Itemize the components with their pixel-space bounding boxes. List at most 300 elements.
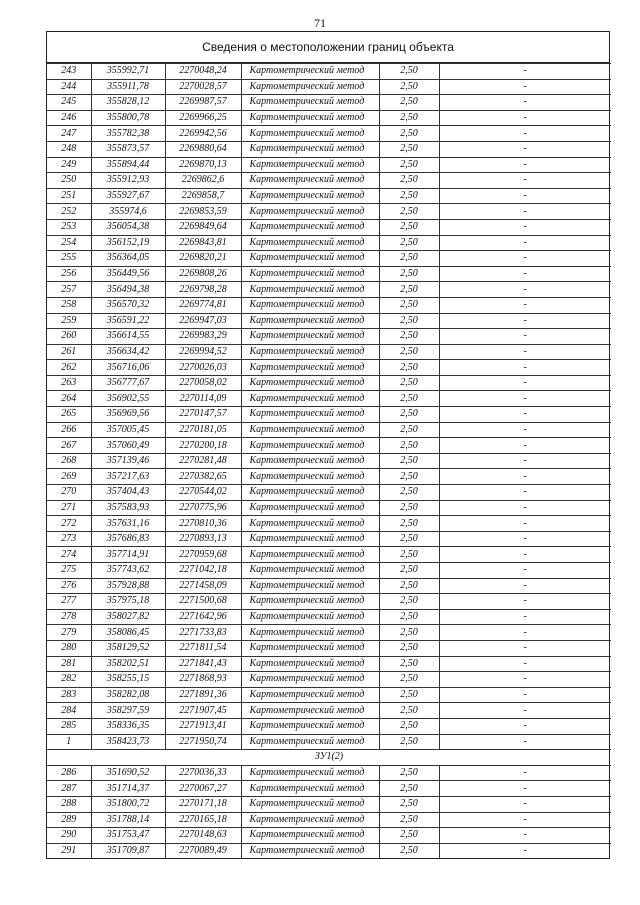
coord-y-cell: 2269880,64 xyxy=(165,141,241,157)
accuracy-cell: 2,50 xyxy=(379,266,439,282)
coord-x-cell: 358202,51 xyxy=(91,656,165,672)
method-cell: Картометрический метод xyxy=(241,516,379,532)
coord-x-cell: 356969,56 xyxy=(91,407,165,423)
note-cell: - xyxy=(439,329,611,345)
note-cell: - xyxy=(439,188,611,204)
table-row xyxy=(47,453,611,469)
coord-x-cell: 358297,59 xyxy=(91,703,165,719)
point-number-cell: 247 xyxy=(47,126,91,142)
table-row xyxy=(47,687,611,703)
note-cell: - xyxy=(439,547,611,563)
method-cell: Картометрический метод xyxy=(241,313,379,329)
coord-x-cell: 358423,73 xyxy=(91,734,165,750)
accuracy-cell: 2,50 xyxy=(379,282,439,298)
note-cell: - xyxy=(439,625,611,641)
method-cell: Картометрический метод xyxy=(241,219,379,235)
table-row xyxy=(47,173,611,189)
point-number-cell: 273 xyxy=(47,531,91,547)
accuracy-cell: 2,50 xyxy=(379,563,439,579)
note-cell: - xyxy=(439,500,611,516)
point-number-cell: 285 xyxy=(47,718,91,734)
point-number-cell: 284 xyxy=(47,703,91,719)
accuracy-cell: 2,50 xyxy=(379,765,439,781)
point-number-cell: 275 xyxy=(47,563,91,579)
table-row xyxy=(47,734,611,750)
point-number-cell: 270 xyxy=(47,485,91,501)
method-cell: Картометрический метод xyxy=(241,360,379,376)
method-cell: Картометрический метод xyxy=(241,157,379,173)
coord-y-cell: 2271458,09 xyxy=(165,578,241,594)
table-row xyxy=(47,79,611,95)
note-cell: - xyxy=(439,687,611,703)
coord-x-cell: 351753,47 xyxy=(91,828,165,844)
coord-y-cell: 2271500,68 xyxy=(165,594,241,610)
table-row xyxy=(47,781,611,797)
coord-x-cell: 357005,45 xyxy=(91,422,165,438)
point-number-cell: 287 xyxy=(47,781,91,797)
note-cell: - xyxy=(439,251,611,267)
accuracy-cell: 2,50 xyxy=(379,718,439,734)
table-row xyxy=(47,718,611,734)
coord-y-cell: 2269849,64 xyxy=(165,219,241,235)
coord-y-cell: 2271733,83 xyxy=(165,625,241,641)
method-cell: Картометрический метод xyxy=(241,687,379,703)
coord-x-cell: 358129,52 xyxy=(91,640,165,656)
table-row xyxy=(47,251,611,267)
method-cell: Картометрический метод xyxy=(241,578,379,594)
accuracy-cell: 2,50 xyxy=(379,625,439,641)
table-row xyxy=(47,547,611,563)
coord-y-cell: 2270810,36 xyxy=(165,516,241,532)
note-cell: - xyxy=(439,609,611,625)
note-cell: - xyxy=(439,173,611,189)
accuracy-cell: 2,50 xyxy=(379,672,439,688)
coord-x-cell: 355912,93 xyxy=(91,173,165,189)
table-row xyxy=(47,672,611,688)
note-cell: - xyxy=(439,828,611,844)
method-cell: Картометрический метод xyxy=(241,828,379,844)
point-number-cell: 278 xyxy=(47,609,91,625)
point-number-cell: 259 xyxy=(47,313,91,329)
coord-x-cell: 355927,67 xyxy=(91,188,165,204)
coord-y-cell: 2269798,28 xyxy=(165,282,241,298)
note-cell: - xyxy=(439,126,611,142)
coord-y-cell: 2269843,81 xyxy=(165,235,241,251)
method-cell: Картометрический метод xyxy=(241,469,379,485)
coord-x-cell: 356494,38 xyxy=(91,282,165,298)
method-cell: Картометрический метод xyxy=(241,625,379,641)
coord-x-cell: 358255,15 xyxy=(91,672,165,688)
note-cell: - xyxy=(439,516,611,532)
note-cell: - xyxy=(439,157,611,173)
accuracy-cell: 2,50 xyxy=(379,500,439,516)
table-row xyxy=(47,204,611,220)
point-number-cell: 250 xyxy=(47,173,91,189)
note-cell: - xyxy=(439,594,611,610)
accuracy-cell: 2,50 xyxy=(379,126,439,142)
method-cell: Картометрический метод xyxy=(241,282,379,298)
coord-x-cell: 351709,87 xyxy=(91,843,165,858)
coord-x-cell: 356054,38 xyxy=(91,219,165,235)
accuracy-cell: 2,50 xyxy=(379,313,439,329)
coord-x-cell: 357928,88 xyxy=(91,578,165,594)
point-number-cell: 252 xyxy=(47,204,91,220)
note-cell: - xyxy=(439,375,611,391)
coord-x-cell: 357217,63 xyxy=(91,469,165,485)
table-row xyxy=(47,609,611,625)
table-row xyxy=(47,578,611,594)
coord-x-cell: 356902,55 xyxy=(91,391,165,407)
coord-x-cell: 357743,62 xyxy=(91,563,165,579)
table-row xyxy=(47,235,611,251)
point-number-cell: 271 xyxy=(47,500,91,516)
coord-x-cell: 358336,35 xyxy=(91,718,165,734)
accuracy-cell: 2,50 xyxy=(379,734,439,750)
method-cell: Картометрический метод xyxy=(241,95,379,111)
note-cell: - xyxy=(439,235,611,251)
table-row xyxy=(47,188,611,204)
coord-x-cell: 356364,05 xyxy=(91,251,165,267)
coord-x-cell: 357631,16 xyxy=(91,516,165,532)
point-number-cell: 282 xyxy=(47,672,91,688)
accuracy-cell: 2,50 xyxy=(379,110,439,126)
method-cell: Картометрический метод xyxy=(241,703,379,719)
note-cell: - xyxy=(439,79,611,95)
note-cell: - xyxy=(439,110,611,126)
coord-y-cell: 2270959,68 xyxy=(165,547,241,563)
coord-y-cell: 2271642,96 xyxy=(165,609,241,625)
accuracy-cell: 2,50 xyxy=(379,469,439,485)
note-cell: - xyxy=(439,344,611,360)
coord-y-cell: 2270028,57 xyxy=(165,79,241,95)
table-row xyxy=(47,765,611,781)
table-row xyxy=(47,563,611,579)
table-row xyxy=(47,656,611,672)
coord-y-cell: 2270171,18 xyxy=(165,796,241,812)
method-cell: Картометрический метод xyxy=(241,781,379,797)
coord-y-cell: 2270281,48 xyxy=(165,453,241,469)
accuracy-cell: 2,50 xyxy=(379,79,439,95)
point-number-cell: 286 xyxy=(47,765,91,781)
method-cell: Картометрический метод xyxy=(241,812,379,828)
accuracy-cell: 2,50 xyxy=(379,578,439,594)
note-cell: - xyxy=(439,703,611,719)
coord-x-cell: 351788,14 xyxy=(91,812,165,828)
point-number-cell: 277 xyxy=(47,594,91,610)
method-cell: Картометрический метод xyxy=(241,609,379,625)
table-row xyxy=(47,266,611,282)
table-row xyxy=(47,141,611,157)
coord-y-cell: 2270165,18 xyxy=(165,812,241,828)
method-cell: Картометрический метод xyxy=(241,251,379,267)
point-number-cell: 263 xyxy=(47,375,91,391)
table-row xyxy=(47,329,611,345)
table-row xyxy=(47,360,611,376)
table-row xyxy=(47,438,611,454)
coord-x-cell: 357975,18 xyxy=(91,594,165,610)
note-cell: - xyxy=(439,578,611,594)
coord-y-cell: 2270067,27 xyxy=(165,781,241,797)
coord-x-cell: 357686,83 xyxy=(91,531,165,547)
point-number-cell: 276 xyxy=(47,578,91,594)
note-cell: - xyxy=(439,531,611,547)
coord-y-cell: 2269853,59 xyxy=(165,204,241,220)
coord-y-cell: 2269983,29 xyxy=(165,329,241,345)
accuracy-cell: 2,50 xyxy=(379,251,439,267)
coord-y-cell: 2271950,74 xyxy=(165,734,241,750)
coord-x-cell: 351690,52 xyxy=(91,765,165,781)
note-cell: - xyxy=(439,95,611,111)
coord-x-cell: 356614,55 xyxy=(91,329,165,345)
method-cell: Картометрический метод xyxy=(241,531,379,547)
coord-y-cell: 2270036,33 xyxy=(165,765,241,781)
coord-x-cell: 355974,6 xyxy=(91,204,165,220)
point-number-cell: 291 xyxy=(47,843,91,858)
note-cell: - xyxy=(439,141,611,157)
point-number-cell: 246 xyxy=(47,110,91,126)
accuracy-cell: 2,50 xyxy=(379,141,439,157)
coord-y-cell: 2269966,25 xyxy=(165,110,241,126)
table-row xyxy=(47,485,611,501)
point-number-cell: 283 xyxy=(47,687,91,703)
method-cell: Картометрический метод xyxy=(241,126,379,142)
note-cell: - xyxy=(439,796,611,812)
coord-y-cell: 2270089,49 xyxy=(165,843,241,858)
coord-y-cell: 2271868,93 xyxy=(165,672,241,688)
method-cell: Картометрический метод xyxy=(241,64,379,80)
table-row xyxy=(47,469,611,485)
accuracy-cell: 2,50 xyxy=(379,438,439,454)
table-row xyxy=(47,625,611,641)
point-number-cell: 288 xyxy=(47,796,91,812)
note-cell: - xyxy=(439,219,611,235)
coord-y-cell: 2269862,6 xyxy=(165,173,241,189)
note-cell: - xyxy=(439,843,611,858)
note-cell: - xyxy=(439,407,611,423)
coordinates-table xyxy=(47,63,611,858)
table-row xyxy=(47,344,611,360)
point-number-cell: 280 xyxy=(47,640,91,656)
accuracy-cell: 2,50 xyxy=(379,422,439,438)
coord-y-cell: 2271891,36 xyxy=(165,687,241,703)
method-cell: Картометрический метод xyxy=(241,438,379,454)
note-cell: - xyxy=(439,485,611,501)
note-cell: - xyxy=(439,734,611,750)
coord-x-cell: 356777,67 xyxy=(91,375,165,391)
table-row xyxy=(47,843,611,858)
coord-y-cell: 2269947,03 xyxy=(165,313,241,329)
table-row xyxy=(47,640,611,656)
accuracy-cell: 2,50 xyxy=(379,843,439,858)
accuracy-cell: 2,50 xyxy=(379,360,439,376)
point-number-cell: 265 xyxy=(47,407,91,423)
point-number-cell: 255 xyxy=(47,251,91,267)
boundary-table-frame xyxy=(46,31,610,859)
table-row xyxy=(47,126,611,142)
point-number-cell: 274 xyxy=(47,547,91,563)
note-cell: - xyxy=(439,781,611,797)
method-cell: Картометрический метод xyxy=(241,453,379,469)
accuracy-cell: 2,50 xyxy=(379,531,439,547)
coord-x-cell: 355800,78 xyxy=(91,110,165,126)
coord-y-cell: 2270775,96 xyxy=(165,500,241,516)
table-row xyxy=(47,64,611,80)
accuracy-cell: 2,50 xyxy=(379,640,439,656)
table-row xyxy=(47,594,611,610)
accuracy-cell: 2,50 xyxy=(379,687,439,703)
section-row xyxy=(47,750,611,766)
note-cell: - xyxy=(439,640,611,656)
note-cell: - xyxy=(439,656,611,672)
coord-x-cell: 355911,78 xyxy=(91,79,165,95)
coordinates-table-body xyxy=(47,64,611,859)
coord-y-cell: 2270147,57 xyxy=(165,407,241,423)
note-cell: - xyxy=(439,360,611,376)
table-row xyxy=(47,796,611,812)
note-cell: - xyxy=(439,422,611,438)
point-number-cell: 251 xyxy=(47,188,91,204)
note-cell: - xyxy=(439,718,611,734)
method-cell: Картометрический метод xyxy=(241,173,379,189)
point-number-cell: 279 xyxy=(47,625,91,641)
method-cell: Картометрический метод xyxy=(241,563,379,579)
note-cell: - xyxy=(439,297,611,313)
table-row xyxy=(47,516,611,532)
coord-x-cell: 358282,08 xyxy=(91,687,165,703)
coord-x-cell: 357139,46 xyxy=(91,453,165,469)
method-cell: Картометрический метод xyxy=(241,344,379,360)
coord-y-cell: 2270148,63 xyxy=(165,828,241,844)
table-row xyxy=(47,703,611,719)
accuracy-cell: 2,50 xyxy=(379,485,439,501)
coord-y-cell: 2270181,05 xyxy=(165,422,241,438)
coord-y-cell: 2270544,02 xyxy=(165,485,241,501)
method-cell: Картометрический метод xyxy=(241,266,379,282)
coord-y-cell: 2269942,56 xyxy=(165,126,241,142)
coord-y-cell: 2270893,13 xyxy=(165,531,241,547)
point-number-cell: 268 xyxy=(47,453,91,469)
section-label: ЗУ1(2) xyxy=(47,750,611,766)
accuracy-cell: 2,50 xyxy=(379,235,439,251)
note-cell: - xyxy=(439,438,611,454)
accuracy-cell: 2,50 xyxy=(379,95,439,111)
accuracy-cell: 2,50 xyxy=(379,547,439,563)
table-row xyxy=(47,297,611,313)
coord-x-cell: 355992,71 xyxy=(91,64,165,80)
point-number-cell: 249 xyxy=(47,157,91,173)
table-row xyxy=(47,531,611,547)
coord-y-cell: 2270382,65 xyxy=(165,469,241,485)
point-number-cell: 243 xyxy=(47,64,91,80)
coord-x-cell: 355873,57 xyxy=(91,141,165,157)
table-row xyxy=(47,391,611,407)
method-cell: Картометрический метод xyxy=(241,594,379,610)
accuracy-cell: 2,50 xyxy=(379,453,439,469)
point-number-cell: 264 xyxy=(47,391,91,407)
table-row xyxy=(47,157,611,173)
method-cell: Картометрический метод xyxy=(241,375,379,391)
point-number-cell: 261 xyxy=(47,344,91,360)
method-cell: Картометрический метод xyxy=(241,297,379,313)
accuracy-cell: 2,50 xyxy=(379,375,439,391)
coord-y-cell: 2269774,81 xyxy=(165,297,241,313)
coord-y-cell: 2269820,21 xyxy=(165,251,241,267)
method-cell: Картометрический метод xyxy=(241,718,379,734)
note-cell: - xyxy=(439,812,611,828)
table-row xyxy=(47,407,611,423)
coord-y-cell: 2269987,57 xyxy=(165,95,241,111)
coord-x-cell: 358027,82 xyxy=(91,609,165,625)
coord-x-cell: 357060,49 xyxy=(91,438,165,454)
note-cell: - xyxy=(439,313,611,329)
method-cell: Картометрический метод xyxy=(241,734,379,750)
accuracy-cell: 2,50 xyxy=(379,609,439,625)
coord-x-cell: 351714,37 xyxy=(91,781,165,797)
method-cell: Картометрический метод xyxy=(241,110,379,126)
table-row xyxy=(47,375,611,391)
note-cell: - xyxy=(439,282,611,298)
accuracy-cell: 2,50 xyxy=(379,173,439,189)
table-row xyxy=(47,219,611,235)
point-number-cell: 253 xyxy=(47,219,91,235)
method-cell: Картометрический метод xyxy=(241,672,379,688)
accuracy-cell: 2,50 xyxy=(379,204,439,220)
method-cell: Картометрический метод xyxy=(241,656,379,672)
method-cell: Картометрический метод xyxy=(241,141,379,157)
method-cell: Картометрический метод xyxy=(241,79,379,95)
coord-y-cell: 2270048,24 xyxy=(165,64,241,80)
table-row xyxy=(47,282,611,298)
accuracy-cell: 2,50 xyxy=(379,64,439,80)
accuracy-cell: 2,50 xyxy=(379,812,439,828)
method-cell: Картометрический метод xyxy=(241,500,379,516)
point-number-cell: 260 xyxy=(47,329,91,345)
note-cell: - xyxy=(439,64,611,80)
table-title: Сведения о местоположении границ объекта xyxy=(47,32,609,63)
point-number-cell: 272 xyxy=(47,516,91,532)
coord-y-cell: 2270200,18 xyxy=(165,438,241,454)
point-number-cell: 290 xyxy=(47,828,91,844)
accuracy-cell: 2,50 xyxy=(379,329,439,345)
coord-x-cell: 356449,56 xyxy=(91,266,165,282)
coord-x-cell: 356570,32 xyxy=(91,297,165,313)
method-cell: Картометрический метод xyxy=(241,640,379,656)
method-cell: Картометрический метод xyxy=(241,391,379,407)
coord-x-cell: 355828,12 xyxy=(91,95,165,111)
point-number-cell: 1 xyxy=(47,734,91,750)
table-row xyxy=(47,313,611,329)
coord-x-cell: 351800,72 xyxy=(91,796,165,812)
coord-y-cell: 2269994,52 xyxy=(165,344,241,360)
point-number-cell: 262 xyxy=(47,360,91,376)
note-cell: - xyxy=(439,266,611,282)
coord-x-cell: 356716,06 xyxy=(91,360,165,376)
coord-y-cell: 2271841,43 xyxy=(165,656,241,672)
note-cell: - xyxy=(439,391,611,407)
point-number-cell: 257 xyxy=(47,282,91,298)
note-cell: - xyxy=(439,453,611,469)
table-row xyxy=(47,812,611,828)
coord-y-cell: 2271907,45 xyxy=(165,703,241,719)
point-number-cell: 267 xyxy=(47,438,91,454)
note-cell: - xyxy=(439,204,611,220)
point-number-cell: 281 xyxy=(47,656,91,672)
coord-x-cell: 358086,45 xyxy=(91,625,165,641)
note-cell: - xyxy=(439,469,611,485)
coord-y-cell: 2270058,02 xyxy=(165,375,241,391)
method-cell: Картометрический метод xyxy=(241,796,379,812)
method-cell: Картометрический метод xyxy=(241,485,379,501)
